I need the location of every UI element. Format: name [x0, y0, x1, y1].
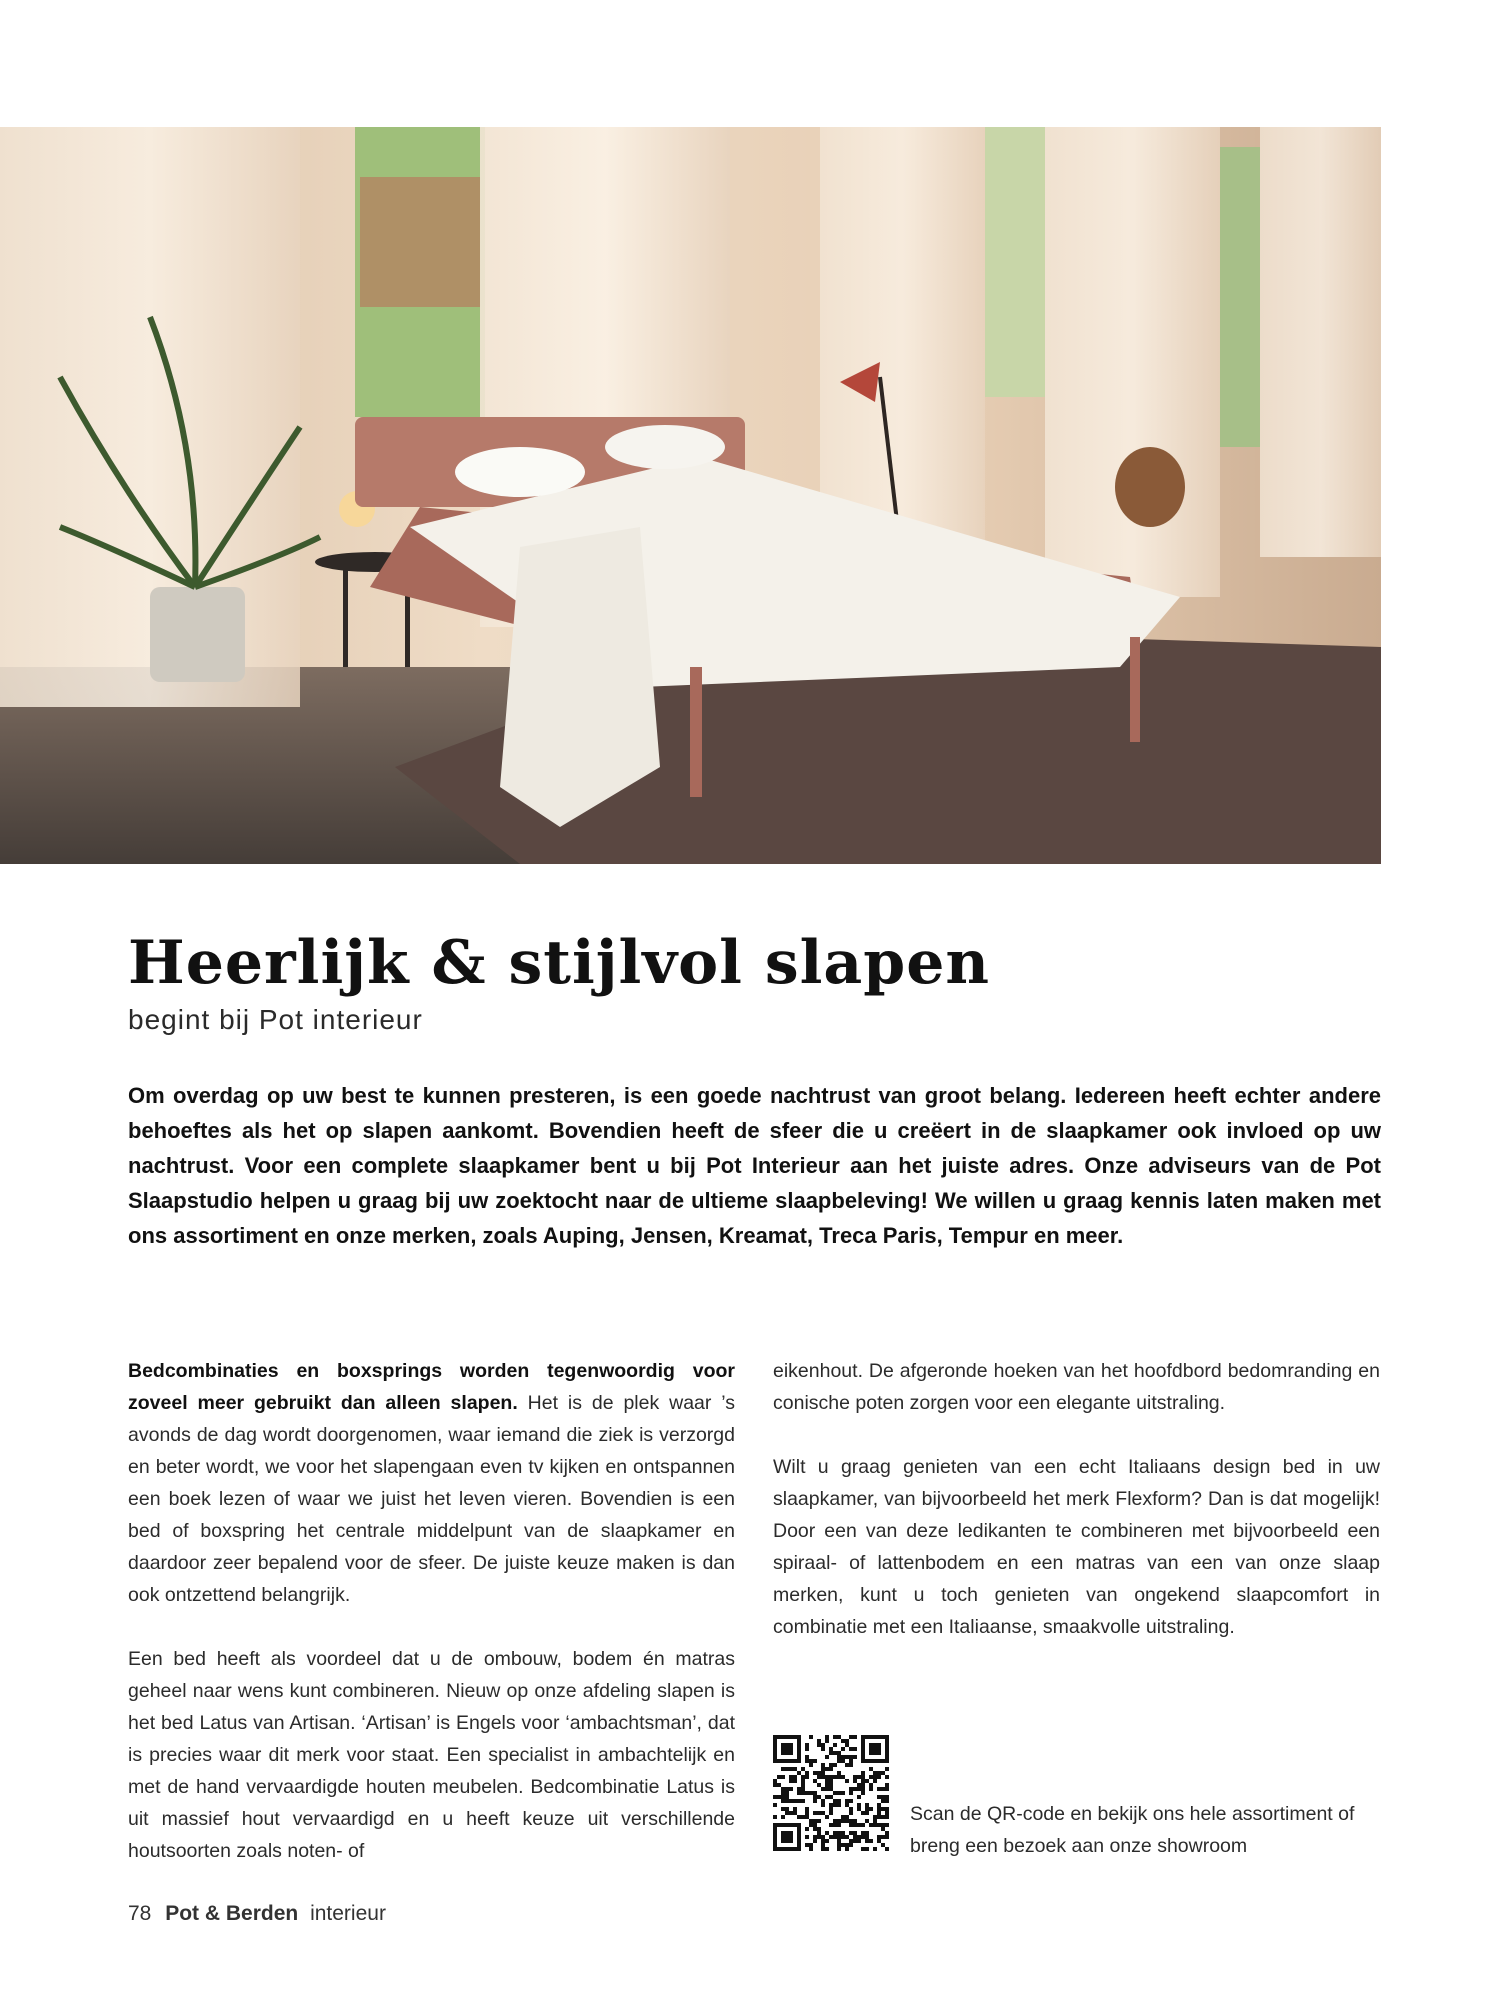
left-column — [128, 1355, 735, 1899]
page-title: Heerlijk & stijlvol slapen — [128, 928, 991, 998]
page-subtitle: begint bij Pot interieur — [128, 1004, 423, 1035]
qr-caption: Scan de QR-code en bekijk ons hele assortiment of breng een bezoek aan onze showroom — [910, 1803, 1355, 1857]
right-paragraph-1: eikenhout. De afgeronde hoeken van het hoofdbord bedomranding en conische poten zorgen voor een elegante uitstraling. — [773, 1360, 1380, 1414]
right-column — [773, 1355, 1380, 1675]
left-paragraph-1-body: Het is de plek waar ’s avonds de dag wordt doorgenomen, waar iemand die ziek is verzorgd en beter wordt, we voor het slapengaan even tv kijken en ontspannen een boek lezen of waar we juist het leven vieren. Bovendien is een bed of boxspring het centrale middelpunt van de slaapkamer en daardoor zeer bepalend voor de sfeer. De juiste keuze maken is dan ook ontzettend belangrijk. — [128, 1392, 735, 1606]
right-paragraph-2: Wilt u graag genieten van een echt Italiaans design bed in uw slaapkamer, van bijvoorbeeld het merk Flexform? Dan is dat mogelijk! Door een van deze ledikanten te combineren met bijvoorbeeld een spiraal- of lattenbodem en een matras van een van onze slaap merken, kunt u toch genieten van ongekend slaapcomfort in combinatie met een Italiaanse, smaakvolle uitstraling. — [773, 1456, 1380, 1638]
footer-brand: Pot & Berden — [165, 1902, 299, 1925]
hero-photo — [0, 127, 1381, 864]
page-number: 78 — [128, 1902, 152, 1925]
left-paragraph-1 — [128, 1355, 735, 1611]
qr-code[interactable] — [773, 1735, 889, 1851]
qr-code-graphic — [773, 1735, 889, 1851]
bedroom-illustration — [0, 127, 1381, 864]
left-paragraph-2: Een bed heeft als voordeel dat u de ombouw, bodem én matras geheel naar wens kunt combineren. Nieuw op onze afdeling slapen is het bed Latus van Artisan. ‘Artisan’ is Engels voor ‘ambachtsman’, dat is precies waar dit merk voor staat. Een specialist in ambachtelijk en met de hand vervaardigde houten meubelen. Bedcombinatie Latus is uit massief hout vervaardigd en u heeft keuze uit verschillende houtsoorten zoals noten- of — [128, 1648, 735, 1862]
page-footer — [128, 1902, 386, 1926]
left-paragraph-1-lead: Bedcombinaties en boxsprings worden tegenwoordig voor zoveel meer gebruikt dan alleen slapen. — [128, 1360, 735, 1414]
footer-brand-suffix: interieur — [310, 1902, 386, 1925]
intro-paragraph: Om overdag op uw best te kunnen presteren, is een goede nachtrust van groot belang. Iedereen heeft echter andere behoeftes als het op slapen aankomt. Bovendien heeft de sfeer die u creëert in de slaapkamer ook invloed op uw nachtrust. Voor een complete slaapkamer bent u bij Pot Interieur aan het juiste adres. Onze adviseurs van de Pot Slaapstudio helpen u graag bij uw zoektocht naar de ultieme slaapbeleving! We willen u graag kennis laten maken met ons assortiment en onze merken, zoals Auping, Jensen, Kreamat, Treca Paris, Tempur en meer. — [128, 1083, 1381, 1248]
